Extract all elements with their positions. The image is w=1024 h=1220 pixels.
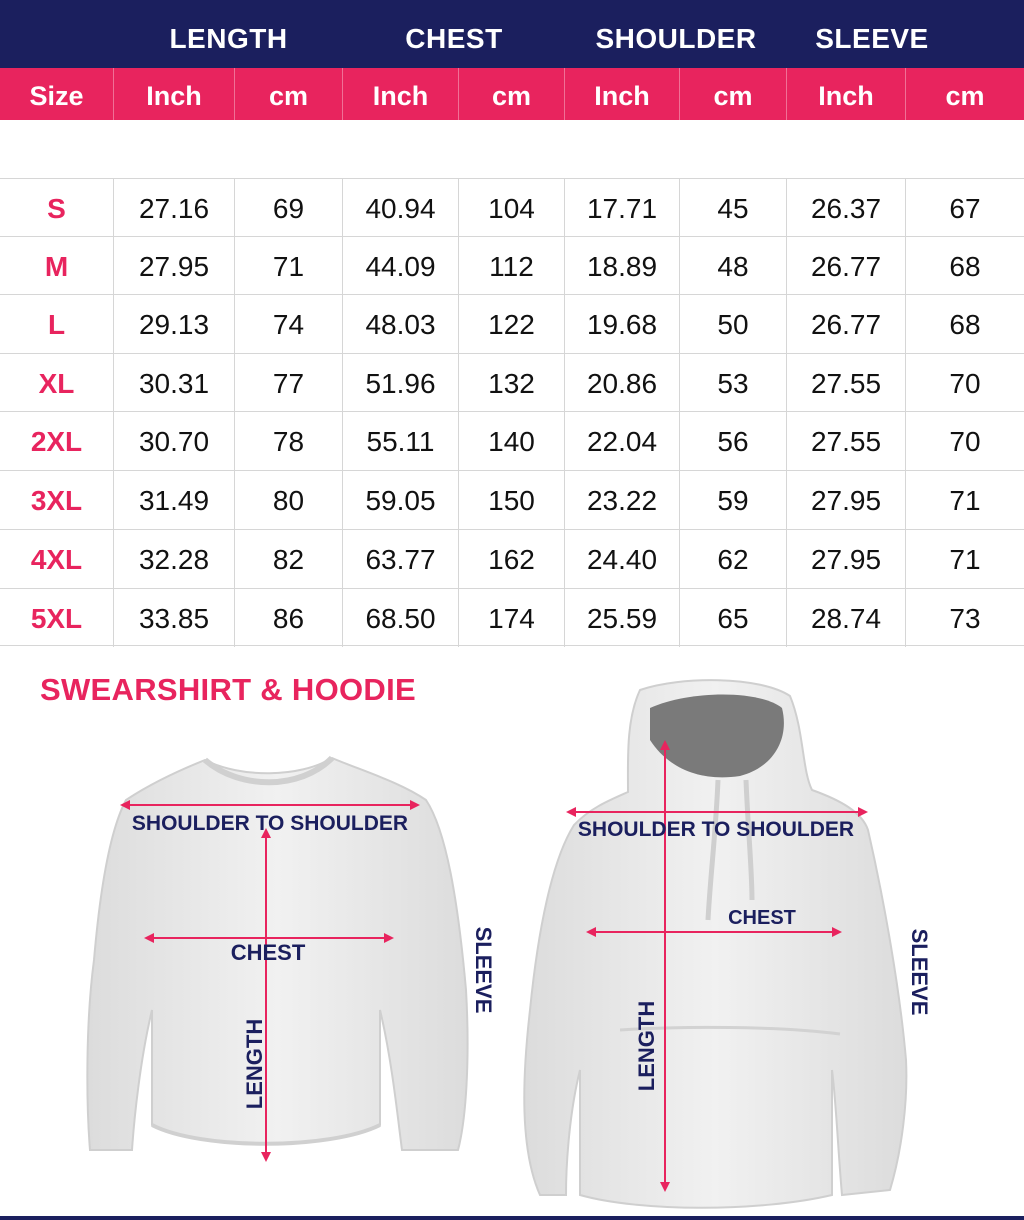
cell-size: L [0,295,114,353]
group-shoulder-header: SHOULDER [595,23,757,54]
cell-shoulder-inch: 22.04 [565,412,680,470]
table-row [0,236,1024,294]
cell-sleeve-cm: 70 [949,368,981,399]
cell-size: 3XL [0,471,114,529]
col-size-header: Size [0,68,114,120]
sweatshirt-shoulder-label: SHOULDER TO SHOULDER [131,812,409,835]
cell-length-cm: 74 [235,295,343,353]
cell-chest-inch: 44.09 [343,237,459,295]
cell-sleeve-cm: 73 [949,603,981,634]
table-row [0,470,1024,528]
cell-sleeve-inch: 27.55 [787,412,906,470]
cell-chest-cm: 104 [459,179,565,237]
cell-shoulder-inch: 19.68 [565,295,680,353]
cell-length-cm: 69 [235,179,343,237]
cell-length-cm: 78 [235,412,343,470]
hoodie-shoulder-label: SHOULDER TO SHOULDER [577,818,855,841]
cell-sleeve-cm: 67 [949,193,981,224]
section-title: SWEARSHIRT & HOODIE [40,672,416,707]
cell-chest-cm: 112 [459,237,565,295]
cell-shoulder-inch: 23.22 [565,471,680,529]
table-row [0,529,1024,587]
cell-chest-cm: 174 [459,589,565,647]
cell-sleeve-cm: 68 [949,309,981,340]
cell-chest-cm: 122 [459,295,565,353]
hoodie-sleeve-label: SLEEVE [907,928,932,1016]
cell-sleeve-inch: 26.37 [787,179,906,237]
hoodie-chest-label: CHEST [728,907,796,929]
cell-chest-inch: 40.94 [343,179,459,237]
col-length-inch-header: Inch [114,68,235,120]
cell-size: 5XL [0,589,114,647]
cell-sleeve-inch: 27.55 [787,354,906,412]
cell-shoulder-cm: 53 [680,354,787,412]
cell-shoulder-inch: 17.71 [565,179,680,237]
cell-size: 2XL [0,412,114,470]
cell-size: M [0,237,114,295]
table-row [0,588,1024,646]
col-shoulder-cm-header: cm [680,68,787,120]
cell-sleeve-inch: 27.95 [787,530,906,588]
cell-sleeve-inch: 26.77 [787,237,906,295]
cell-length-inch: 31.49 [114,471,235,529]
cell-length-cm: 82 [235,530,343,588]
cell-length-cm: 86 [235,589,343,647]
table-subheader [0,68,1024,120]
cell-shoulder-inch: 18.89 [565,237,680,295]
cell-length-inch: 27.16 [114,179,235,237]
cell-length-cm: 77 [235,354,343,412]
cell-length-inch: 30.70 [114,412,235,470]
measurement-guide-illustration [0,660,1024,1220]
cell-chest-cm: 150 [459,471,565,529]
cell-sleeve-cm: 68 [949,251,981,282]
cell-sleeve-cm: 70 [949,426,981,457]
cell-shoulder-cm: 65 [680,589,787,647]
cell-size: S [0,179,114,237]
cell-chest-inch: 55.11 [343,412,459,470]
cell-chest-inch: 68.50 [343,589,459,647]
cell-chest-inch: 48.03 [343,295,459,353]
table-row [0,178,1024,236]
hoodie-illustration [524,680,906,1208]
cell-sleeve-inch: 26.77 [787,295,906,353]
cell-shoulder-cm: 48 [680,237,787,295]
group-length-header: LENGTH [169,23,288,54]
cell-length-inch: 33.85 [114,589,235,647]
cell-sleeve-inch: 28.74 [787,589,906,647]
cell-length-inch: 29.13 [114,295,235,353]
cell-shoulder-inch: 24.40 [565,530,680,588]
cell-length-inch: 32.28 [114,530,235,588]
group-chest-header: CHEST [405,23,503,54]
cell-size: 4XL [0,530,114,588]
cell-shoulder-cm: 59 [680,471,787,529]
cell-chest-inch: 51.96 [343,354,459,412]
col-sleeve-inch-header: Inch [787,68,906,120]
cell-chest-inch: 63.77 [343,530,459,588]
group-sleeve-header: SLEEVE [815,23,929,54]
col-length-cm-header: cm [235,68,343,120]
cell-sleeve-cm: 71 [949,544,981,575]
col-sleeve-cm-header: cm [945,81,985,111]
cell-shoulder-inch: 20.86 [565,354,680,412]
hoodie-length-label: LENGTH [634,1000,659,1092]
sweatshirt-sleeve-label: SLEEVE [471,926,496,1014]
table-row [0,353,1024,411]
cell-length-cm: 80 [235,471,343,529]
cell-chest-cm: 132 [459,354,565,412]
cell-sleeve-inch: 27.95 [787,471,906,529]
sweatshirt-length-label: LENGTH [242,1018,267,1110]
cell-chest-inch: 59.05 [343,471,459,529]
table-group-header [0,0,1024,68]
cell-length-cm: 71 [235,237,343,295]
cell-shoulder-cm: 45 [680,179,787,237]
cell-sleeve-cm: 71 [949,485,981,516]
cell-chest-cm: 162 [459,530,565,588]
table-row [0,411,1024,469]
table-row [0,294,1024,352]
col-shoulder-inch-header: Inch [565,68,680,120]
sweatshirt-chest-label: CHEST [230,940,306,965]
col-chest-inch-header: Inch [343,68,459,120]
cell-length-inch: 30.31 [114,354,235,412]
cell-shoulder-cm: 50 [680,295,787,353]
cell-shoulder-inch: 25.59 [565,589,680,647]
cell-shoulder-cm: 62 [680,530,787,588]
cell-length-inch: 27.95 [114,237,235,295]
bottom-rule [0,1216,1024,1220]
cell-shoulder-cm: 56 [680,412,787,470]
cell-size: XL [0,354,114,412]
cell-chest-cm: 140 [459,412,565,470]
col-chest-cm-header: cm [459,68,565,120]
